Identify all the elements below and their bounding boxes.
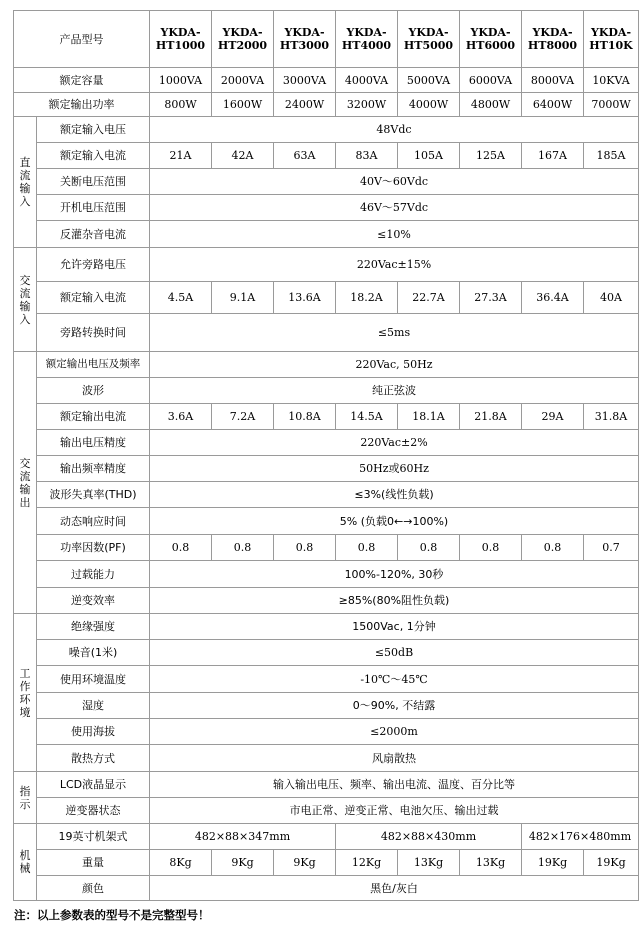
value-cell: 9.1A xyxy=(212,282,274,314)
model-cell: YKDA- HT8000 xyxy=(522,11,584,68)
value-cell: 14.5A xyxy=(336,404,398,430)
thd-row xyxy=(14,482,639,508)
row-label: 波形失真率(THD) xyxy=(37,482,150,508)
value-cell: 3000VA xyxy=(274,68,336,93)
dc-startup-row xyxy=(14,195,639,221)
value-cell: ≥85%(80%阻性负载) xyxy=(150,588,639,614)
waveform-row xyxy=(14,378,639,404)
value-cell: 36.4A xyxy=(522,282,584,314)
value-cell: 5% (负载0←→100%) xyxy=(150,508,639,535)
value-cell: 105A xyxy=(398,143,460,169)
row-label: 使用环境温度 xyxy=(37,666,150,693)
dc-input-voltage-row xyxy=(14,117,639,143)
value-cell: 4.5A xyxy=(150,282,212,314)
model-cell: YKDA- HT6000 xyxy=(460,11,522,68)
rated-power-row xyxy=(14,93,639,117)
footnote: 注：以上参数表的型号不是完整型号！ xyxy=(14,908,210,922)
temperature-row xyxy=(14,666,639,693)
row-label: 额定输出电流 xyxy=(37,404,150,430)
value-cell: 0.8 xyxy=(274,535,336,561)
value-cell: 黑色/灰白 xyxy=(150,876,639,901)
row-label: 额定输入电压 xyxy=(37,117,150,143)
row-label: 反灌杂音电流 xyxy=(37,221,150,248)
frequency-accuracy-row xyxy=(14,456,639,482)
value-cell: 0.8 xyxy=(150,535,212,561)
value-cell: 50Hz或60Hz xyxy=(150,456,639,482)
row-label: 动态响应时间 xyxy=(37,508,150,535)
spec-table xyxy=(13,10,639,901)
row-label: 绝缘强度 xyxy=(37,614,150,640)
row-label: 颜色 xyxy=(37,876,150,901)
value-cell: ≤2000m xyxy=(150,719,639,745)
value-cell: 46V～57Vdc xyxy=(150,195,639,221)
value-cell: 800W xyxy=(150,93,212,117)
value-cell: 100%-120%, 30秒 xyxy=(150,561,639,588)
model-header-label: 产品型号 xyxy=(14,11,150,68)
ac-bypass-voltage-row xyxy=(14,248,639,282)
altitude-row xyxy=(14,719,639,745)
row-label: 逆变效率 xyxy=(37,588,150,614)
value-cell: 0.8 xyxy=(398,535,460,561)
model-cell: YKDA- HT1000 xyxy=(150,11,212,68)
row-label: 波形 xyxy=(37,378,150,404)
row-label: 19英寸机架式 xyxy=(37,824,150,850)
value-cell: 18.2A xyxy=(336,282,398,314)
value-cell: 7.2A xyxy=(212,404,274,430)
inverter-status-row xyxy=(14,798,639,824)
row-label: 旁路转换时间 xyxy=(37,314,150,352)
value-cell: ≤10% xyxy=(150,221,639,248)
row-label: 关断电压范围 xyxy=(37,169,150,195)
group-mechanical: 机 械 xyxy=(14,824,37,901)
row-label: 输出电压精度 xyxy=(37,430,150,456)
value-cell: 482×176×480mm xyxy=(522,824,639,850)
value-cell: 19Kg xyxy=(522,850,584,876)
value-cell: 3200W xyxy=(336,93,398,117)
value-cell: 125A xyxy=(460,143,522,169)
row-label: 额定输入电流 xyxy=(37,282,150,314)
value-cell: ≤50dB xyxy=(150,640,639,666)
value-cell: 18.1A xyxy=(398,404,460,430)
value-cell: 185A xyxy=(584,143,639,169)
value-cell: 22.7A xyxy=(398,282,460,314)
value-cell: 63A xyxy=(274,143,336,169)
insulation-row xyxy=(14,614,639,640)
cooling-row xyxy=(14,745,639,772)
group-ac-input: 交 流 输 入 xyxy=(14,248,37,352)
value-cell: 8Kg xyxy=(150,850,212,876)
row-label: 额定输入电流 xyxy=(37,143,150,169)
ac-transfer-row xyxy=(14,314,639,352)
value-cell: 83A xyxy=(336,143,398,169)
value-cell: 0.7 xyxy=(584,535,639,561)
value-cell: ≤3%(线性负载) xyxy=(150,482,639,508)
value-cell: 4000W xyxy=(398,93,460,117)
model-cell: YKDA- HT5000 xyxy=(398,11,460,68)
weight-row xyxy=(14,850,639,876)
value-cell: 2000VA xyxy=(212,68,274,93)
value-cell: 40A xyxy=(584,282,639,314)
value-cell: 220Vac±2% xyxy=(150,430,639,456)
ac-output-current-row xyxy=(14,404,639,430)
row-label: 额定输出电压及频率 xyxy=(37,352,150,378)
value-cell: ≤5ms xyxy=(150,314,639,352)
row-label: 功率因数(PF) xyxy=(37,535,150,561)
dynamic-response-row xyxy=(14,508,639,535)
value-cell: 6000VA xyxy=(460,68,522,93)
row-label: 额定容量 xyxy=(14,68,150,93)
voltage-accuracy-row xyxy=(14,430,639,456)
value-cell: 7000W xyxy=(584,93,639,117)
value-cell: 220Vac±15% xyxy=(150,248,639,282)
lcd-row xyxy=(14,772,639,798)
header-row xyxy=(14,11,639,68)
value-cell: 12Kg xyxy=(336,850,398,876)
group-ac-output: 交 流 输 出 xyxy=(14,352,37,614)
value-cell: 5000VA xyxy=(398,68,460,93)
row-label: 过载能力 xyxy=(37,561,150,588)
value-cell: 19Kg xyxy=(584,850,639,876)
row-label: 使用海拔 xyxy=(37,719,150,745)
value-cell: 8000VA xyxy=(522,68,584,93)
row-label: 输出频率精度 xyxy=(37,456,150,482)
group-environment: 工 作 环 境 xyxy=(14,614,37,772)
row-label: 湿度 xyxy=(37,693,150,719)
value-cell: 0～90%, 不结露 xyxy=(150,693,639,719)
power-factor-row xyxy=(14,535,639,561)
row-label: LCD液晶显示 xyxy=(37,772,150,798)
value-cell: 13Kg xyxy=(460,850,522,876)
model-cell: YKDA- HT2000 xyxy=(212,11,274,68)
value-cell: -10℃～45℃ xyxy=(150,666,639,693)
humidity-row xyxy=(14,693,639,719)
value-cell: 6400W xyxy=(522,93,584,117)
value-cell: 0.8 xyxy=(522,535,584,561)
value-cell: 市电正常、逆变正常、电池欠压、输出过载 xyxy=(150,798,639,824)
model-cell: YKDA- HT4000 xyxy=(336,11,398,68)
value-cell: 40V～60Vdc xyxy=(150,169,639,195)
value-cell: 220Vac, 50Hz xyxy=(150,352,639,378)
value-cell: 1500Vac, 1分钟 xyxy=(150,614,639,640)
value-cell: 13Kg xyxy=(398,850,460,876)
value-cell: 2400W xyxy=(274,93,336,117)
value-cell: 0.8 xyxy=(212,535,274,561)
ac-output-voltage-row xyxy=(14,352,639,378)
value-cell: 4800W xyxy=(460,93,522,117)
row-label: 散热方式 xyxy=(37,745,150,772)
row-label: 噪音(1米) xyxy=(37,640,150,666)
value-cell: 27.3A xyxy=(460,282,522,314)
model-cell: YKDA- HT3000 xyxy=(274,11,336,68)
dc-input-current-row xyxy=(14,143,639,169)
value-cell: 21.8A xyxy=(460,404,522,430)
row-label: 开机电压范围 xyxy=(37,195,150,221)
dc-ripple-row xyxy=(14,221,639,248)
model-cell: YKDA- HT10K xyxy=(584,11,639,68)
value-cell: 风扇散热 xyxy=(150,745,639,772)
value-cell: 10.8A xyxy=(274,404,336,430)
rack-row xyxy=(14,824,639,850)
value-cell: 9Kg xyxy=(274,850,336,876)
value-cell: 0.8 xyxy=(336,535,398,561)
value-cell: 42A xyxy=(212,143,274,169)
value-cell: 输入输出电压、频率、输出电流、温度、百分比等 xyxy=(150,772,639,798)
value-cell: 29A xyxy=(522,404,584,430)
dc-cutoff-row xyxy=(14,169,639,195)
value-cell: 482×88×347mm xyxy=(150,824,336,850)
noise-row xyxy=(14,640,639,666)
group-dc-input: 直 流 输 入 xyxy=(14,117,37,248)
value-cell: 31.8A xyxy=(584,404,639,430)
value-cell: 10KVA xyxy=(584,68,639,93)
value-cell: 1000VA xyxy=(150,68,212,93)
efficiency-row xyxy=(14,588,639,614)
value-cell: 3.6A xyxy=(150,404,212,430)
overload-row xyxy=(14,561,639,588)
value-cell: 21A xyxy=(150,143,212,169)
row-label: 允许旁路电压 xyxy=(37,248,150,282)
value-cell: 0.8 xyxy=(460,535,522,561)
value-cell: 4000VA xyxy=(336,68,398,93)
color-row xyxy=(14,876,639,901)
rated-capacity-row xyxy=(14,68,639,93)
row-label: 额定输出功率 xyxy=(14,93,150,117)
group-indicator: 指 示 xyxy=(14,772,37,824)
value-cell: 482×88×430mm xyxy=(336,824,522,850)
value-cell: 9Kg xyxy=(212,850,274,876)
value-cell: 1600W xyxy=(212,93,274,117)
value-cell: 48Vdc xyxy=(150,117,639,143)
ac-input-current-row xyxy=(14,282,639,314)
value-cell: 纯正弦波 xyxy=(150,378,639,404)
value-cell: 13.6A xyxy=(274,282,336,314)
row-label: 重量 xyxy=(37,850,150,876)
row-label: 逆变器状态 xyxy=(37,798,150,824)
value-cell: 167A xyxy=(522,143,584,169)
